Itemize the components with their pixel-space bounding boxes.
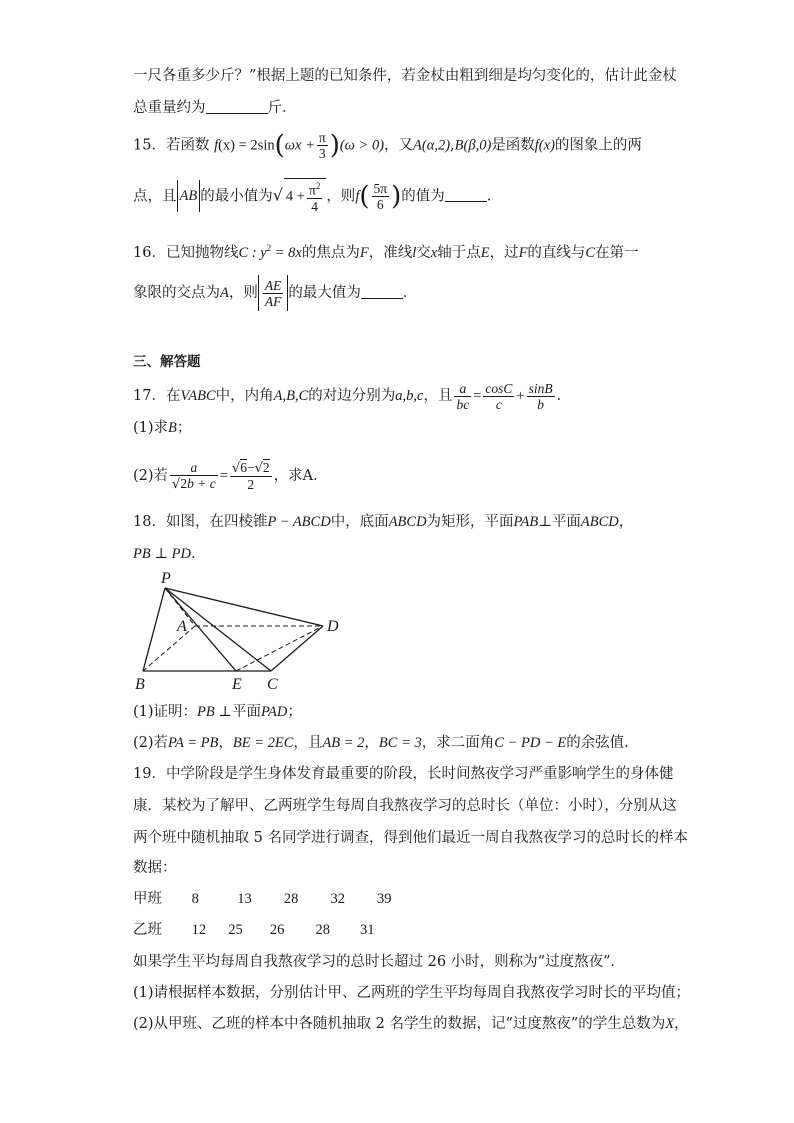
q16-2a: 象限的交点为	[133, 285, 220, 301]
q19-X: X	[665, 1016, 675, 1032]
den	[170, 476, 218, 492]
section-3-title: 三、解答题	[133, 354, 201, 370]
q18-part2	[133, 733, 639, 753]
q18-e: ，	[618, 514, 634, 530]
q15-line2-a: 点，且	[133, 188, 177, 205]
q14-text-1: 一尺各重多少斤？”根据上题的已知条件，若金杖由粗到细是均匀变化的，估计此金杖	[133, 68, 677, 84]
row-cell: 31	[360, 922, 375, 938]
q18-d: 平面	[551, 514, 581, 530]
q15-f: f	[214, 137, 219, 154]
q14-text-2a: 总重量约为	[133, 100, 206, 116]
num: cosC	[485, 380, 513, 396]
q16-b: 的焦点为	[301, 244, 360, 261]
den-b: b + c	[187, 476, 216, 491]
q15-frac-pi3	[317, 130, 328, 161]
q15-fx: f(x)	[534, 137, 555, 154]
q19-text-1: 19．中学阶段是学生身体发育最重要的阶段，长时间熬夜学习严重影响学生的身体健	[133, 766, 674, 782]
q17-frac-1	[454, 381, 471, 412]
q16-line2	[133, 275, 417, 311]
q18-dihedral: C − PD − E	[494, 735, 567, 751]
q17-c: 的对边分别为	[308, 388, 396, 404]
q19-line3	[133, 828, 688, 848]
num: a	[170, 460, 218, 476]
sqrt-icon: √	[272, 185, 283, 205]
paren-close: )	[391, 181, 402, 212]
q15-line1: 15．若函数 f(x) = 2sin(ωx + $\frac{\pi}{3}$ )(ω > 0)，又A(α,2),B(β,0)是函数f(x)的图象上的两	[133, 130, 642, 161]
paren-open: (	[359, 181, 370, 212]
exponent: 2	[266, 243, 272, 253]
radicand-6: 6	[240, 460, 247, 475]
q18-pyr: P − ABCD	[267, 514, 331, 530]
row-cell: 26	[269, 922, 285, 938]
q17-p2a: (2)若	[133, 468, 169, 484]
minus: −	[246, 460, 255, 475]
q17-period: ．	[556, 388, 572, 404]
sqrt-icon: √	[172, 477, 181, 492]
q18-p2c: ，求二面角	[421, 735, 495, 751]
radicand: 2	[180, 476, 188, 491]
answer-blank[interactable]	[206, 99, 268, 114]
edge-AB-hidden	[143, 626, 195, 671]
q17-angles: A,B,C	[273, 388, 309, 404]
denom-4: 4	[311, 198, 319, 214]
edge-PB	[143, 588, 165, 671]
q14-line2	[133, 98, 297, 118]
exponent: 2	[315, 181, 321, 191]
q17-frac-g1	[170, 460, 218, 492]
q15-text-c: 的图象上的两	[554, 137, 642, 154]
perp: ⊥	[538, 514, 552, 530]
num-5pi: 5π	[373, 180, 388, 196]
q17-p2b: ，求A．	[273, 468, 328, 484]
q15-text-b: 是函数	[491, 137, 535, 154]
num: sinB	[528, 380, 553, 396]
q17-b: 中，内角	[215, 388, 274, 404]
label-B: B	[135, 676, 145, 693]
denom-3: 3	[318, 146, 326, 161]
q16-abs	[258, 275, 289, 311]
q19-line4	[133, 858, 177, 878]
sqrt-icon: √	[231, 461, 241, 476]
answer-blank[interactable]	[361, 284, 403, 299]
row-cell: 28	[315, 922, 330, 938]
q18-p1b: 平面	[232, 704, 262, 720]
q17-p1-end: ；	[176, 420, 192, 436]
paren-open: (	[274, 130, 285, 161]
q19-text-5: 如果学生平均每周自我熬夜学习的总时长超过 26 小时，则称为“过度熬夜”．	[133, 954, 625, 970]
q18-ABCD: ABCD	[580, 514, 619, 530]
num-AE: AE	[264, 277, 282, 293]
q18-line2-end: ．	[190, 546, 206, 562]
q16-x: x	[430, 244, 438, 261]
pi-symbol: π	[318, 130, 326, 145]
q15-frac-5pi6	[372, 181, 390, 212]
pyramid-figure	[133, 568, 353, 696]
q16-a: 16．已知抛物线	[133, 244, 239, 261]
row-cell: 28	[283, 891, 299, 907]
q16-2b: ，则	[228, 285, 258, 301]
pi-symbol: π	[308, 182, 316, 198]
answer-blank[interactable]	[445, 187, 487, 202]
row-label: 甲班	[133, 891, 162, 907]
q17-line1	[133, 379, 571, 413]
q15-fdef: (x) = 2sin	[218, 137, 275, 154]
q16-C: C	[585, 244, 596, 261]
comma: ，	[218, 735, 233, 751]
data-row-classB	[133, 920, 375, 940]
q16-period: ．	[402, 285, 418, 301]
q18-part1	[133, 702, 302, 722]
q15-line2-c: ，则	[326, 188, 356, 205]
q16-d: 交	[416, 244, 431, 261]
den: 2	[247, 477, 255, 492]
row-cell: 8	[191, 891, 199, 907]
q17-sides: a,b,c	[395, 388, 424, 404]
q18-line2-math: PB ⊥ PD	[133, 546, 191, 562]
q15-f2: f	[355, 188, 360, 205]
q16-frac	[263, 278, 284, 309]
q17-B: B	[168, 420, 177, 436]
den: b	[537, 396, 544, 412]
q17-frac-3	[527, 381, 555, 412]
q18-line1	[133, 512, 633, 532]
q19-line6	[133, 983, 690, 1003]
q18-cond1: PA = PB	[168, 735, 219, 751]
q19-text-6: (1)请根据样本数据，分别估计甲、乙两班的学生平均每周自我熬夜学习时长的平均值；	[133, 985, 691, 1001]
q15-sqrt	[284, 178, 326, 214]
q18-line2	[133, 544, 205, 564]
q19-text-7a: (2)从甲班、乙班的样本中各随机抽取 2 名学生的数据，记“过度熬夜”的学生总数为	[133, 1016, 666, 1032]
q16-E: E	[480, 244, 490, 261]
q18-p2a: (2)若	[133, 735, 169, 751]
row-cell: 12	[191, 922, 207, 938]
q18-p1end: ；	[287, 704, 302, 720]
q17-part1	[133, 418, 191, 438]
q19-text-7b: ，	[674, 1016, 689, 1032]
q15-omega: (ω > 0)	[339, 137, 385, 154]
q16-F: F	[359, 244, 369, 261]
q18-p1c: PAD	[261, 704, 288, 720]
q14-text-2b: 斤．	[267, 100, 297, 116]
q16-f: ，过	[489, 244, 519, 261]
q14-line1	[133, 66, 677, 86]
label-E: E	[232, 676, 242, 693]
q18-p2d: 的余弦值．	[566, 735, 639, 751]
data-row-classA	[133, 889, 392, 909]
q18-c: 为矩形，平面	[426, 514, 514, 530]
q17-p1: (1)求	[133, 420, 169, 436]
q16-A: A	[220, 285, 229, 301]
q18-p1m: PB ⊥	[197, 704, 233, 720]
label-D: D	[327, 618, 339, 635]
q18-cond2: BE = 2EC	[232, 735, 294, 751]
q19-text-3: 两个班中随机抽取 5 名同学进行调查，得到他们最近一周自我熬夜学习的总时长的样本	[133, 830, 688, 846]
q18-a: 18．如图，在四棱锥	[133, 514, 268, 530]
q15-line2	[133, 178, 491, 214]
row-cell: 25	[228, 922, 243, 938]
num	[230, 460, 272, 477]
q15-text-a: ，又	[384, 137, 414, 154]
q15-abs-AB: AB	[177, 180, 201, 212]
q15-frac-pi2-4	[307, 179, 322, 214]
q15-arg: ωx +	[284, 137, 315, 154]
row-cell: 13	[237, 891, 252, 907]
q18-p1a: (1)证明：	[133, 704, 198, 720]
q17-frac-2	[483, 381, 514, 412]
q15-pi2	[307, 179, 322, 199]
q15-period: .	[486, 188, 492, 205]
q19-text-2: 康．某校为了解甲、乙两班学生每周自我熬夜学习的总时长（单位：小时），分别从这	[133, 798, 677, 814]
label-P: P	[161, 570, 171, 587]
q15-line2-d: 的值为	[401, 188, 445, 205]
q15-number: 15．若函数	[133, 137, 210, 154]
q18-PAB: PAB	[513, 514, 539, 530]
q17-part2	[133, 456, 328, 496]
q18-p2b: ，且	[293, 735, 323, 751]
q17-d: ，且	[423, 388, 453, 404]
q16-parabola	[238, 245, 301, 261]
q18-base: ABCD	[388, 514, 427, 530]
q16-h: 在第一	[595, 244, 639, 261]
q18-b: 中，底面	[330, 514, 389, 530]
q18-cond4: BC = 3	[378, 735, 422, 751]
label-C: C	[267, 676, 278, 693]
denom-6: 6	[376, 196, 384, 212]
q15-pointB: B(β,0)	[454, 137, 492, 154]
q16-line1	[133, 238, 639, 263]
q19-line5	[133, 952, 625, 972]
q19-line1	[133, 764, 673, 784]
q16-e: 轴于点	[437, 244, 481, 261]
q15-line2-b: 的最小值为	[200, 188, 273, 205]
num: a	[454, 381, 471, 397]
sqrt-icon: √	[254, 461, 263, 476]
den-AF: AF	[264, 293, 282, 309]
den: c	[495, 396, 502, 412]
radicand-2: 2	[262, 460, 270, 475]
plus: +	[516, 388, 525, 404]
row-label: 乙班	[133, 922, 162, 938]
equals: =	[219, 468, 228, 484]
q17-frac-g2	[230, 460, 272, 492]
q17-a: 17．在	[133, 388, 181, 404]
q18-cond3: AB = 2	[322, 735, 365, 751]
q19-line2	[133, 796, 677, 816]
q19-text-4: 数据：	[133, 860, 177, 876]
row-cell: 32	[330, 891, 345, 907]
q16-2c: 的最大值为	[288, 285, 361, 301]
equals: =	[473, 388, 482, 404]
section-title	[133, 352, 201, 372]
label-A: A	[177, 618, 187, 635]
q16-c: ，准线	[368, 244, 413, 261]
den: bc	[456, 396, 470, 412]
q16-parabola-b: = 8x	[271, 244, 302, 261]
q16-F2: F	[518, 244, 528, 261]
q15-sqrt-4: 4 +	[285, 188, 305, 205]
q15-pointA: A(α,2)	[413, 137, 451, 154]
q16-l: l	[412, 244, 417, 261]
edge-PE	[165, 588, 236, 671]
row-cell: 39	[377, 891, 392, 907]
paren-close: )	[329, 130, 340, 161]
comma: ，	[364, 735, 379, 751]
q19-line7	[133, 1014, 689, 1034]
q16-g: 的直线与	[527, 244, 586, 261]
q16-parabola-a: C : y	[238, 244, 267, 261]
q17-tri: VABC	[180, 388, 216, 404]
